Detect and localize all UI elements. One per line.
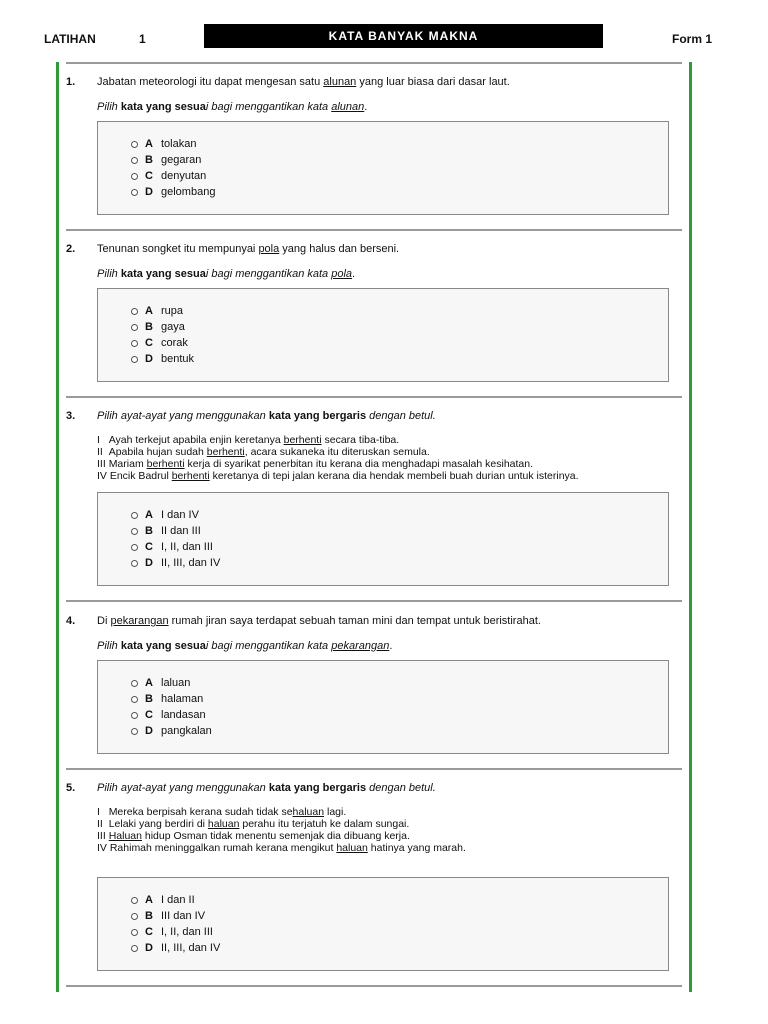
radio-button[interactable]	[131, 512, 138, 519]
radio-button[interactable]	[131, 308, 138, 315]
question-2	[66, 243, 682, 393]
radio-button[interactable]	[131, 157, 138, 164]
option-b[interactable]: B gegaran	[131, 153, 201, 167]
page-header	[0, 24, 768, 50]
question-text: Tenunan songket itu mempunyai pola yang halus dan berseni.	[97, 243, 400, 255]
option-b[interactable]: B II dan III	[131, 524, 201, 538]
option-c[interactable]: C I, II, dan III	[131, 540, 213, 554]
radio-button[interactable]	[131, 945, 138, 952]
question-instruction: Pilih ayat-ayat yang menggunakan kata yang bergaris dengan betul.	[97, 782, 436, 794]
option-d[interactable]: D gelombang	[131, 185, 215, 199]
options-box	[97, 492, 669, 586]
exercise-number: 1	[139, 32, 146, 46]
options-box	[97, 877, 669, 971]
radio-button[interactable]	[131, 141, 138, 148]
option-a[interactable]: A laluan	[131, 676, 190, 690]
statement: I Mereka berpisah kerana sudah tidak sehaluan lagi.	[97, 806, 347, 818]
radio-button[interactable]	[131, 356, 138, 363]
options-box	[97, 660, 669, 754]
divider	[66, 229, 682, 231]
statement: IV Encik Badrul berhenti keretanya di tepi jalan kerana dia hendak membeli buah durian untuk isterinya.	[97, 470, 579, 482]
question-text: Jabatan meteorologi itu dapat mengesan satu alunan yang luar biasa dari dasar laut.	[97, 76, 510, 88]
worksheet-title: KATA BANYAK MAKNA	[204, 24, 603, 48]
question-3	[66, 410, 682, 590]
question-number: 1.	[66, 76, 76, 88]
radio-button[interactable]	[131, 712, 138, 719]
question-1	[66, 76, 682, 226]
option-a[interactable]: A I dan II	[131, 893, 195, 907]
question-number: 3.	[66, 410, 76, 422]
option-c[interactable]: C landasan	[131, 708, 206, 722]
question-number: 4.	[66, 615, 76, 627]
statement: III Haluan hidup Osman tidak menentu semenjak dia dibuang kerja.	[97, 830, 410, 842]
radio-button[interactable]	[131, 913, 138, 920]
question-instruction: Pilih ayat-ayat yang menggunakan kata yang bergaris dengan betul.	[97, 410, 436, 422]
radio-button[interactable]	[131, 680, 138, 687]
radio-button[interactable]	[131, 728, 138, 735]
radio-button[interactable]	[131, 696, 138, 703]
option-c[interactable]: C denyutan	[131, 169, 206, 183]
statement-list	[97, 434, 687, 482]
options-box	[97, 288, 669, 382]
radio-button[interactable]	[131, 173, 138, 180]
statement: III Mariam berhenti kerja di syarikat penerbitan itu kerana dia menghadapi masalah kesihatan.	[97, 458, 534, 470]
statement: IV Rahimah meninggalkan rumah kerana mengikut haluan hatinya yang marah.	[97, 842, 466, 854]
exercise-label: LATIHAN	[44, 32, 96, 46]
statement: II Lelaki yang berdiri di haluan perahu itu terjatuh ke dalam sungai.	[97, 818, 410, 830]
options-box	[97, 121, 669, 215]
radio-button[interactable]	[131, 528, 138, 535]
question-number: 2.	[66, 243, 76, 255]
radio-button[interactable]	[131, 189, 138, 196]
radio-button[interactable]	[131, 929, 138, 936]
question-instruction: Pilih kata yang sesuai bagi menggantikan kata pola.	[97, 268, 356, 280]
option-d[interactable]: D pangkalan	[131, 724, 212, 738]
option-a[interactable]: A I dan IV	[131, 508, 199, 522]
underlined-word: alunan	[323, 76, 357, 88]
radio-button[interactable]	[131, 560, 138, 567]
statement: II Apabila hujan sudah berhenti, acara sukaneka itu diteruskan semula.	[97, 446, 430, 458]
question-instruction: Pilih kata yang sesuai bagi menggantikan kata pekarangan.	[97, 640, 393, 652]
question-4	[66, 615, 682, 765]
radio-button[interactable]	[131, 897, 138, 904]
option-b[interactable]: B halaman	[131, 692, 203, 706]
underlined-word: pekarangan	[110, 615, 169, 627]
underlined-word: pola	[258, 243, 280, 255]
option-d[interactable]: D II, III, dan IV	[131, 941, 220, 955]
form-level: Form 1	[672, 32, 713, 46]
statement-list	[97, 806, 687, 854]
option-c[interactable]: C corak	[131, 336, 188, 350]
question-5	[66, 782, 682, 982]
radio-button[interactable]	[131, 340, 138, 347]
question-text: Di pekarangan rumah jiran saya terdapat sebuah taman mini dan tempat untuk beristirahat.	[97, 615, 541, 627]
statement: I Ayah terkejut apabila enjin keretanya berhenti secara tiba-tiba.	[97, 434, 400, 446]
divider	[66, 985, 682, 987]
question-number: 5.	[66, 782, 76, 794]
option-d[interactable]: D II, III, dan IV	[131, 556, 220, 570]
radio-button[interactable]	[131, 544, 138, 551]
radio-button[interactable]	[131, 324, 138, 331]
divider	[66, 768, 682, 770]
option-a[interactable]: A tolakan	[131, 137, 196, 151]
option-c[interactable]: C I, II, dan III	[131, 925, 213, 939]
question-instruction: Pilih kata yang sesuai bagi menggantikan kata alunan.	[97, 101, 368, 113]
option-b[interactable]: B gaya	[131, 320, 185, 334]
divider	[66, 396, 682, 398]
divider	[66, 62, 682, 64]
option-a[interactable]: A rupa	[131, 304, 183, 318]
divider	[66, 600, 682, 602]
option-b[interactable]: B III dan IV	[131, 909, 205, 923]
option-d[interactable]: D bentuk	[131, 352, 194, 366]
